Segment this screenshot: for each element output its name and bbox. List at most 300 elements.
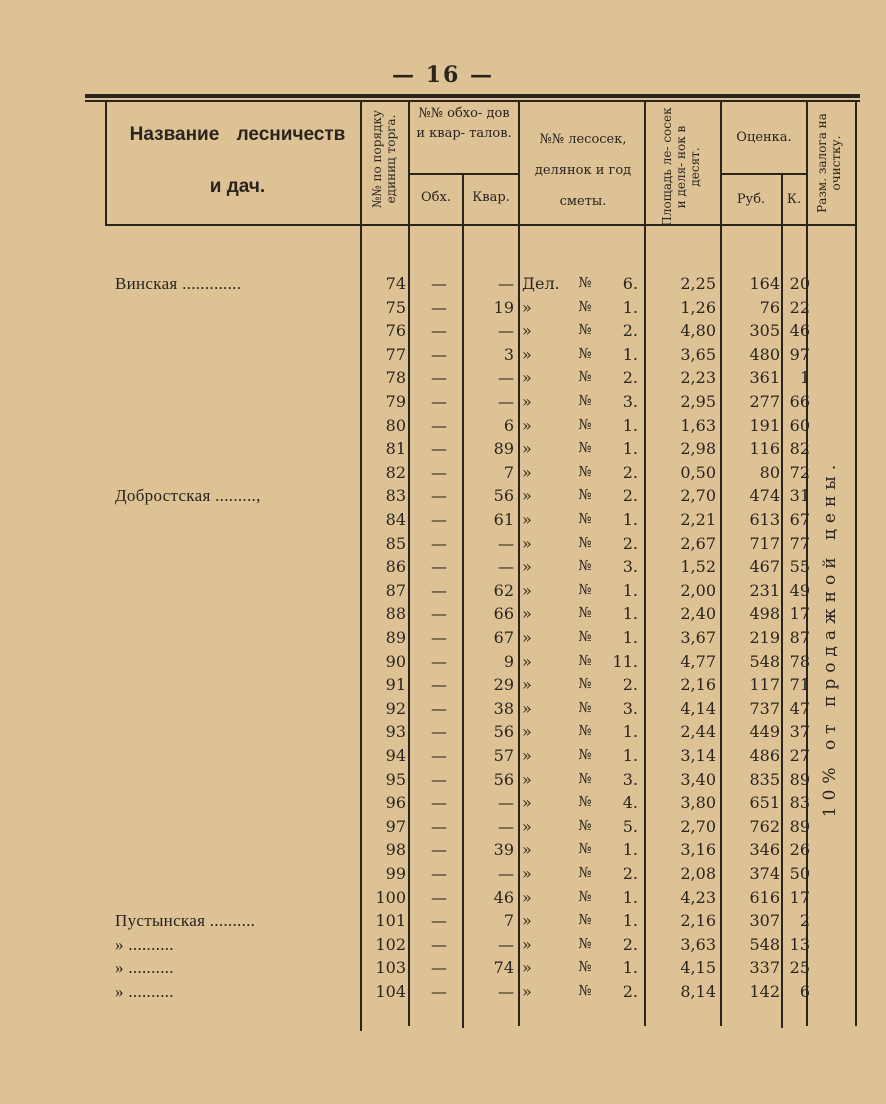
row-area: 1,26 bbox=[680, 297, 716, 317]
row-kvartal: 56 bbox=[493, 722, 514, 742]
row-lot: 2. bbox=[622, 675, 638, 695]
row-number-sign: № bbox=[578, 912, 592, 929]
row-kvartal: — bbox=[498, 533, 514, 553]
row-kvartal: 56 bbox=[493, 486, 514, 506]
row-order-number: 98 bbox=[385, 840, 406, 860]
row-order-number: 91 bbox=[385, 675, 406, 695]
row-area: 2,95 bbox=[680, 392, 716, 411]
row-kop: 20 bbox=[789, 274, 810, 293]
header-area: Площадь ле- сосек и деля- нок в десят. bbox=[660, 107, 702, 227]
row-area: 2,21 bbox=[680, 510, 716, 529]
table-row bbox=[0, 956, 886, 979]
row-kop: 31 bbox=[789, 486, 810, 506]
row-order-number: 76 bbox=[385, 321, 406, 341]
row-order-number: 77 bbox=[385, 344, 406, 364]
row-lot: 1. bbox=[622, 510, 638, 529]
row-type: » bbox=[522, 769, 532, 789]
side-note-text: 10% от продажной цены. bbox=[820, 458, 840, 818]
row-kop: 89 bbox=[789, 816, 810, 836]
row-type: » bbox=[522, 651, 532, 671]
row-lot: 1. bbox=[622, 887, 638, 907]
row-rub: 762 bbox=[749, 816, 780, 836]
row-number-sign: № bbox=[578, 770, 592, 787]
row-kop: 78 bbox=[789, 651, 810, 671]
row-area: 1,52 bbox=[680, 557, 716, 577]
row-type: Дел. bbox=[522, 274, 560, 293]
row-kop: 26 bbox=[789, 840, 810, 860]
row-kop: 2 bbox=[799, 911, 810, 931]
row-obhod: — bbox=[431, 840, 447, 860]
table-row bbox=[0, 343, 886, 366]
row-type: » bbox=[522, 698, 532, 718]
table-row bbox=[0, 720, 886, 743]
row-rub: 651 bbox=[749, 793, 780, 813]
table-row bbox=[0, 414, 886, 437]
row-kvartal: 46 bbox=[493, 887, 514, 907]
row-kvartal: — bbox=[498, 816, 514, 836]
row-order-number: 79 bbox=[385, 392, 406, 411]
row-rub: 613 bbox=[749, 510, 780, 529]
row-obhod: — bbox=[431, 604, 447, 624]
row-area: 3,67 bbox=[680, 628, 716, 647]
row-type: » bbox=[522, 297, 532, 317]
row-area: 2,70 bbox=[680, 816, 716, 836]
row-kvartal: 56 bbox=[493, 769, 514, 789]
table-row bbox=[0, 579, 886, 602]
row-rub: 231 bbox=[749, 580, 780, 600]
row-area: 1,63 bbox=[680, 415, 716, 435]
row-lot: 1. bbox=[622, 415, 638, 435]
row-area: 2,40 bbox=[680, 604, 716, 624]
row-area: 3,65 bbox=[680, 344, 716, 364]
row-order-number: 84 bbox=[385, 510, 406, 529]
row-area: 2,98 bbox=[680, 439, 716, 459]
table-row bbox=[0, 602, 886, 625]
row-number-sign: № bbox=[578, 865, 592, 881]
row-kop: 66 bbox=[789, 392, 810, 411]
row-kvartal: 39 bbox=[493, 840, 514, 860]
row-rub: 337 bbox=[749, 958, 780, 978]
header-ocenka: Оценка. bbox=[736, 130, 792, 145]
row-rub: 374 bbox=[749, 864, 780, 883]
row-rub: 498 bbox=[749, 604, 780, 624]
row-rub: 474 bbox=[749, 486, 780, 506]
row-kop: 46 bbox=[789, 321, 810, 341]
table-row bbox=[0, 390, 886, 413]
row-number-sign: № bbox=[578, 652, 592, 669]
row-order-number: 92 bbox=[385, 698, 406, 718]
row-type: » bbox=[522, 816, 532, 836]
row-type: » bbox=[522, 486, 532, 506]
row-rub: 467 bbox=[749, 557, 780, 577]
table-row bbox=[0, 768, 886, 791]
row-type: » bbox=[522, 958, 532, 978]
row-name: » .......... bbox=[115, 958, 174, 978]
row-type: » bbox=[522, 557, 532, 577]
row-type: » bbox=[522, 840, 532, 860]
header-name: Название лесничеств bbox=[129, 124, 346, 145]
row-lot: 2. bbox=[622, 864, 638, 883]
row-area: 2,23 bbox=[680, 368, 716, 388]
row-area: 3,63 bbox=[680, 934, 716, 954]
row-obhod: — bbox=[431, 958, 447, 978]
row-type: » bbox=[522, 533, 532, 553]
row-rub: 305 bbox=[749, 321, 780, 341]
row-lot: 3. bbox=[622, 557, 638, 577]
table-row bbox=[0, 319, 886, 342]
row-lot: 1. bbox=[622, 580, 638, 600]
row-kop: 22 bbox=[789, 297, 810, 317]
row-obhod: — bbox=[431, 486, 447, 506]
row-lot: 1. bbox=[622, 297, 638, 317]
row-order-number: 99 bbox=[385, 864, 406, 883]
row-kvartal: 89 bbox=[493, 439, 514, 459]
row-obhod: — bbox=[431, 651, 447, 671]
row-type: » bbox=[522, 439, 532, 459]
row-kop: 77 bbox=[789, 533, 810, 553]
row-area: 2,16 bbox=[680, 675, 716, 695]
row-area: 2,08 bbox=[680, 864, 716, 883]
row-area: 2,70 bbox=[680, 486, 716, 506]
row-lot: 2. bbox=[622, 321, 638, 341]
row-kvartal: — bbox=[498, 368, 514, 388]
row-rub: 191 bbox=[749, 415, 780, 435]
row-lot: 1. bbox=[622, 746, 638, 765]
row-kop: 6 bbox=[799, 982, 810, 1001]
header-obh: Обх. bbox=[421, 190, 451, 205]
row-obhod: — bbox=[431, 887, 447, 907]
row-order-number: 93 bbox=[385, 722, 406, 742]
row-obhod: — bbox=[431, 321, 447, 341]
row-number-sign: № bbox=[578, 699, 592, 716]
row-rub: 717 bbox=[749, 533, 780, 553]
row-lot: 1. bbox=[622, 628, 638, 647]
row-number-sign: № bbox=[578, 605, 592, 622]
row-name: Винская ............. bbox=[115, 274, 242, 293]
table-row bbox=[0, 980, 886, 1003]
row-type: » bbox=[522, 462, 532, 482]
row-obhod: — bbox=[431, 368, 447, 388]
row-obhod: — bbox=[431, 557, 447, 577]
row-number-sign: № bbox=[578, 629, 592, 645]
table-row bbox=[0, 296, 886, 319]
row-area: 2,44 bbox=[680, 722, 716, 742]
row-type: » bbox=[522, 887, 532, 907]
row-rub: 277 bbox=[749, 392, 780, 411]
row-area: 2,25 bbox=[680, 274, 716, 293]
row-type: » bbox=[522, 628, 532, 647]
row-kvartal: — bbox=[498, 557, 514, 577]
table-row bbox=[0, 886, 886, 909]
row-lot: 1. bbox=[622, 439, 638, 459]
row-obhod: — bbox=[431, 533, 447, 553]
row-kop: 25 bbox=[789, 958, 810, 978]
row-number-sign: № bbox=[578, 723, 592, 740]
header-zalog: Разм. залога на очистку. bbox=[815, 113, 843, 213]
row-area: 4,15 bbox=[680, 958, 716, 978]
row-rub: 449 bbox=[749, 722, 780, 742]
row-area: 3,80 bbox=[680, 793, 716, 813]
row-obhod: — bbox=[431, 510, 447, 529]
row-lot: 1. bbox=[622, 911, 638, 931]
row-order-number: 82 bbox=[385, 462, 406, 482]
row-kop: 13 bbox=[789, 934, 810, 954]
row-obhod: — bbox=[431, 675, 447, 695]
row-type: » bbox=[522, 934, 532, 954]
table-row bbox=[0, 555, 886, 578]
row-obhod: — bbox=[431, 816, 447, 836]
table-row bbox=[0, 815, 886, 838]
row-order-number: 78 bbox=[385, 368, 406, 388]
row-kop: 67 bbox=[789, 510, 810, 529]
row-order-number: 85 bbox=[385, 533, 406, 553]
table-row bbox=[0, 933, 886, 956]
row-order-number: 97 bbox=[385, 816, 406, 836]
row-area: 2,67 bbox=[680, 533, 716, 553]
row-name: Добростская ........., bbox=[115, 486, 261, 506]
row-order-number: 87 bbox=[385, 580, 406, 600]
row-number-sign: № bbox=[578, 275, 592, 291]
row-kvartal: 62 bbox=[493, 580, 514, 600]
row-number-sign: № bbox=[578, 534, 592, 551]
row-kvartal: 67 bbox=[493, 628, 514, 647]
row-kvartal: 66 bbox=[493, 604, 514, 624]
row-number-sign: № bbox=[578, 511, 592, 527]
row-kop: 49 bbox=[789, 580, 810, 600]
table-row bbox=[0, 909, 886, 932]
row-type: » bbox=[522, 911, 532, 931]
row-order-number: 80 bbox=[385, 415, 406, 435]
row-obhod: — bbox=[431, 982, 447, 1001]
row-rub: 548 bbox=[749, 651, 780, 671]
row-kvartal: 29 bbox=[493, 675, 514, 695]
row-type: » bbox=[522, 321, 532, 341]
row-kop: 97 bbox=[789, 344, 810, 364]
row-lot: 1. bbox=[622, 840, 638, 860]
row-kvartal: 61 bbox=[493, 510, 514, 529]
row-type: » bbox=[522, 510, 532, 529]
row-kvartal: 74 bbox=[493, 958, 514, 978]
row-lot: 2. bbox=[622, 934, 638, 954]
row-name: » .......... bbox=[115, 934, 174, 954]
row-area: 2,00 bbox=[680, 580, 716, 600]
row-obhod: — bbox=[431, 769, 447, 789]
row-lot: 1. bbox=[622, 604, 638, 624]
table-row bbox=[0, 744, 886, 767]
row-number-sign: № bbox=[578, 369, 592, 386]
row-obhod: — bbox=[431, 392, 447, 411]
row-area: 3,40 bbox=[680, 769, 716, 789]
header-rub: Руб. bbox=[736, 192, 766, 207]
row-area: 4,14 bbox=[680, 698, 716, 718]
row-type: » bbox=[522, 392, 532, 411]
row-area: 4,80 bbox=[680, 321, 716, 341]
row-rub: 480 bbox=[749, 344, 780, 364]
row-kop: 55 bbox=[789, 557, 810, 577]
row-number-sign: № bbox=[578, 416, 592, 433]
row-number-sign: № bbox=[578, 558, 592, 575]
row-kop: 50 bbox=[789, 864, 810, 883]
row-kvartal: 38 bbox=[493, 698, 514, 718]
row-obhod: — bbox=[431, 462, 447, 482]
row-kvartal: — bbox=[498, 274, 514, 293]
table-row bbox=[0, 697, 886, 720]
row-lot: 6. bbox=[622, 274, 638, 293]
header-kvar: Квар. bbox=[472, 190, 510, 205]
row-obhod: — bbox=[431, 746, 447, 765]
row-type: » bbox=[522, 604, 532, 624]
row-number-sign: № bbox=[578, 794, 592, 811]
table-row bbox=[0, 532, 886, 555]
row-rub: 142 bbox=[749, 982, 780, 1001]
row-number-sign: № bbox=[578, 935, 592, 952]
row-type: » bbox=[522, 368, 532, 388]
row-obhod: — bbox=[431, 934, 447, 954]
row-obhod: — bbox=[431, 793, 447, 813]
row-number-sign: № bbox=[578, 817, 592, 834]
row-rub: 117 bbox=[749, 675, 780, 695]
row-number-sign: № bbox=[578, 581, 592, 598]
row-lot: 1. bbox=[622, 722, 638, 742]
row-rub: 219 bbox=[749, 628, 780, 647]
row-order-number: 88 bbox=[385, 604, 406, 624]
row-obhod: — bbox=[431, 864, 447, 883]
row-order-number: 74 bbox=[385, 274, 406, 293]
row-order-number: 104 bbox=[375, 982, 406, 1001]
row-kvartal: 6 bbox=[503, 415, 514, 435]
row-order-number: 75 bbox=[385, 297, 406, 317]
row-order-number: 102 bbox=[375, 934, 406, 954]
row-lot: 3. bbox=[622, 392, 638, 411]
row-kvartal: 3 bbox=[503, 344, 514, 364]
row-kvartal: 57 bbox=[493, 746, 514, 765]
table-row bbox=[0, 673, 886, 696]
row-rub: 616 bbox=[749, 887, 780, 907]
row-kop: 47 bbox=[789, 698, 810, 718]
row-lot: 2. bbox=[622, 368, 638, 388]
row-number-sign: № bbox=[578, 345, 592, 362]
row-lot: 1. bbox=[622, 958, 638, 978]
row-number-sign: № bbox=[578, 487, 592, 504]
row-number-sign: № bbox=[578, 747, 592, 763]
table-row bbox=[0, 272, 886, 295]
row-kop: 60 bbox=[789, 415, 810, 435]
row-kvartal: — bbox=[498, 321, 514, 341]
row-rub: 361 bbox=[749, 368, 780, 388]
row-obhod: — bbox=[431, 344, 447, 364]
row-kvartal: — bbox=[498, 934, 514, 954]
header-order-no: №№ по порядку единиц торга. bbox=[370, 110, 398, 208]
row-area: 4,23 bbox=[680, 887, 716, 907]
page-number: — 16 — bbox=[392, 62, 494, 88]
row-kop: 27 bbox=[789, 746, 810, 765]
row-obhod: — bbox=[431, 580, 447, 600]
row-obhod: — bbox=[431, 911, 447, 931]
row-type: » bbox=[522, 344, 532, 364]
row-obhod: — bbox=[431, 274, 447, 293]
row-rub: 164 bbox=[749, 274, 780, 293]
row-kvartal: — bbox=[498, 864, 514, 883]
row-rub: 486 bbox=[749, 746, 780, 765]
table-row bbox=[0, 508, 886, 531]
row-kvartal: — bbox=[498, 982, 514, 1001]
table-row bbox=[0, 461, 886, 484]
row-type: » bbox=[522, 864, 532, 883]
table-row bbox=[0, 626, 886, 649]
row-kop: 83 bbox=[789, 793, 810, 813]
row-kvartal: — bbox=[498, 793, 514, 813]
row-kop: 89 bbox=[789, 769, 810, 789]
row-number-sign: № bbox=[578, 322, 592, 339]
row-kvartal: 19 bbox=[493, 297, 514, 317]
row-area: 8,14 bbox=[680, 982, 716, 1001]
row-order-number: 96 bbox=[385, 793, 406, 813]
row-kop: 72 bbox=[789, 462, 810, 482]
row-rub: 76 bbox=[759, 297, 780, 317]
header-obhod-group: №№ обхо- дов и квар- талов. bbox=[416, 106, 512, 141]
row-kvartal: 7 bbox=[503, 462, 514, 482]
row-rub: 835 bbox=[749, 769, 780, 789]
row-kop: 17 bbox=[789, 604, 810, 624]
row-type: » bbox=[522, 415, 532, 435]
row-rub: 346 bbox=[749, 840, 780, 860]
row-obhod: — bbox=[431, 698, 447, 718]
row-order-number: 103 bbox=[375, 958, 406, 978]
row-lot: 2. bbox=[622, 462, 638, 482]
row-kop: 71 bbox=[789, 675, 810, 695]
table-row bbox=[0, 838, 886, 861]
row-area: 2,16 bbox=[680, 911, 716, 931]
row-type: » bbox=[522, 982, 532, 1001]
row-obhod: — bbox=[431, 439, 447, 459]
row-rub: 116 bbox=[749, 439, 780, 459]
row-kop: 82 bbox=[789, 439, 810, 459]
row-number-sign: № bbox=[578, 983, 592, 999]
row-type: » bbox=[522, 722, 532, 742]
row-rub: 80 bbox=[759, 462, 780, 482]
row-lot: 3. bbox=[622, 698, 638, 718]
row-type: » bbox=[522, 746, 532, 765]
row-number-sign: № bbox=[578, 841, 592, 858]
row-lot: 2. bbox=[622, 533, 638, 553]
row-lot: 2. bbox=[622, 486, 638, 506]
row-type: » bbox=[522, 675, 532, 695]
row-kvartal: — bbox=[498, 392, 514, 411]
table-row bbox=[0, 791, 886, 814]
table-row bbox=[0, 484, 886, 507]
row-lot: 11. bbox=[612, 651, 638, 671]
row-kop: 37 bbox=[789, 722, 810, 742]
row-lot: 1. bbox=[622, 344, 638, 364]
row-order-number: 83 bbox=[385, 486, 406, 506]
row-kvartal: 7 bbox=[503, 911, 514, 931]
row-order-number: 95 bbox=[385, 769, 406, 789]
row-area: 0,50 bbox=[680, 462, 716, 482]
row-number-sign: № bbox=[578, 393, 592, 409]
header-lesosek: №№ лесосек, делянок и год сметы. bbox=[534, 132, 632, 209]
header-name-sub: и дач. bbox=[209, 176, 266, 197]
table-row bbox=[0, 650, 886, 673]
row-type: » bbox=[522, 793, 532, 813]
row-kop: 17 bbox=[789, 887, 810, 907]
row-obhod: — bbox=[431, 722, 447, 742]
row-order-number: 90 bbox=[385, 651, 406, 671]
row-order-number: 94 bbox=[385, 746, 406, 765]
row-obhod: — bbox=[431, 415, 447, 435]
row-number-sign: № bbox=[578, 298, 592, 315]
row-area: 4,77 bbox=[680, 651, 716, 671]
row-number-sign: № bbox=[578, 888, 592, 905]
